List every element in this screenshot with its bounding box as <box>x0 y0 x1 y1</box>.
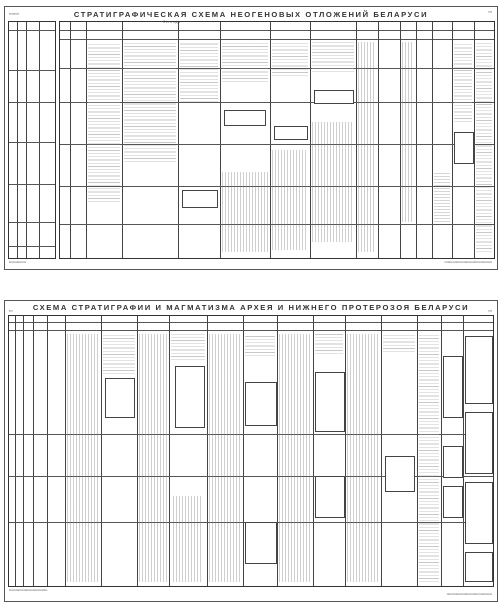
neogene-scheme-sheet <box>4 6 498 270</box>
sheet2-footnote-right: ▪▪▪▪▪▪▪▪▪▪▪▪▪▪▪▪▪▪▪▪▪▪▪▪▪▪▪▪▪▪▪▪▪▪▪▪▪▪▪▪ <box>446 592 492 596</box>
sheet-corner-label: ▪▪▪ <box>9 309 13 313</box>
sheet-corner-code: ▪▪▪ <box>488 10 492 14</box>
sheet-title: СХЕМА СТРАТИГРАФИИ И МАГМАТИЗМА АРХЕЯ И НИЖНЕГО ПРОТЕРОЗОЯ БЕЛАРУСИ <box>32 303 470 312</box>
archean-proterozoic-table <box>8 315 494 587</box>
sheet2-footnote-left: ▪▪▪▪▪▪▪▪▪▪▪▪▪▪▪▪▪▪▪▪▪▪▪▪▪▪▪▪▪▪▪▪▪▪ <box>9 588 48 592</box>
sheet-title: СТРАТИГРАФИЧЕСКАЯ СХЕМА НЕОГЕНОВЫХ ОТЛОЖЕНИЙ БЕЛАРУСИ <box>73 10 429 19</box>
sheet-corner-label: ▪▪▪▪▪▪▪▪ <box>9 12 19 16</box>
sheet-corner-code: ▪▪▪ <box>488 309 492 313</box>
sheet-subtitle: Легенда <box>163 20 181 24</box>
archean-proterozoic-scheme-sheet <box>4 300 498 602</box>
regional-subdivisions-table <box>59 21 495 259</box>
sheet1-footnote-left: ▪▪▪▪▪▪▪▪▪▪▪▪▪▪▪ <box>9 260 26 264</box>
stratigraphic-units-column <box>8 21 56 259</box>
sheet1-footnote-right: ▪▪▪▪▪▪▪▪▪▪▪▪▪▪▪▪▪▪▪▪▪▪▪▪▪▪▪▪▪▪▪▪▪▪▪▪▪▪▪▪▪▪ <box>444 260 492 264</box>
